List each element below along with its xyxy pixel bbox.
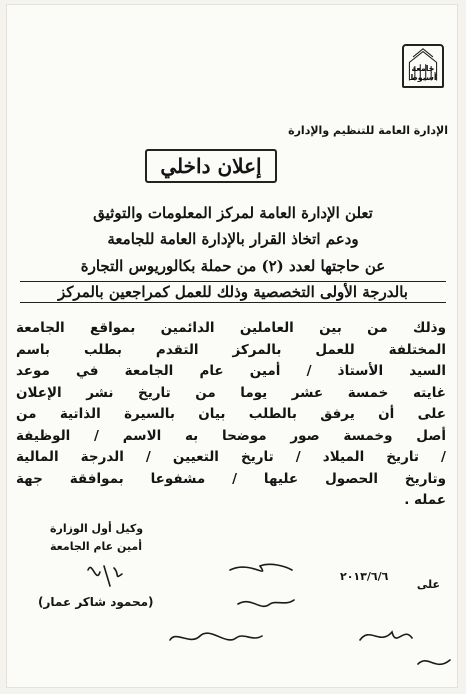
- date-prefix: على: [416, 578, 440, 591]
- announcement-body: [16, 318, 446, 512]
- body-line: وذلك من بين العاملين الدائمين بمواقع الجامعة: [16, 320, 446, 336]
- heading-line-2: ودعم اتخاذ القرار بالإدارة العامة للجامعة: [107, 230, 359, 248]
- organization-name: الإدارة العامة للتنظيم والإدارة: [288, 124, 448, 137]
- announcement-title: إعلان داخلي: [145, 149, 277, 183]
- logo-label: جامعة أسيوط: [409, 64, 437, 82]
- body-line: المختلفة للعمل بالمركز التقدم بطلب باسم: [16, 341, 446, 358]
- body-line: وتاريخ الحصول عليها / مشفوعا بموافقة جهة: [16, 470, 446, 487]
- body-line: عمله .: [404, 492, 446, 508]
- body-line: / تاريخ الميلاد / تاريخ التعيين / الدرجة المالية: [16, 449, 446, 465]
- heading-line-1: تعلن الإدارة العامة لمركز المعلومات والتوثيق: [93, 204, 373, 222]
- body-line: أصل وخمسة صور موضحا به الاسم / الوظيفة: [16, 427, 446, 444]
- heading-line-3: عن حاجتها لعدد (٢) من حملة بكالوريوس التجارة: [80, 257, 386, 275]
- signatory-name: (محمود شاكر عمار): [38, 595, 154, 609]
- signatory-title-1: وكيل أول الوزارة: [50, 522, 144, 535]
- body-line: السيد الأستاذ / أمين عام الجامعة في موعد: [16, 363, 446, 379]
- document-date: ٢٠١٣/٦/٦: [340, 570, 389, 583]
- signatory-title-2: أمين عام الجامعة: [50, 540, 142, 553]
- heading-line-4: بالدرجة الأولى التخصصية وذلك للعمل كمراجعين بالمركز: [20, 281, 446, 303]
- body-line: على أن يرفق بالطلب بيان بالسيرة الذاتية من: [16, 406, 446, 422]
- body-line: غايته خمسة عشر يوما من تاريخ نشر الإعلان: [16, 384, 446, 401]
